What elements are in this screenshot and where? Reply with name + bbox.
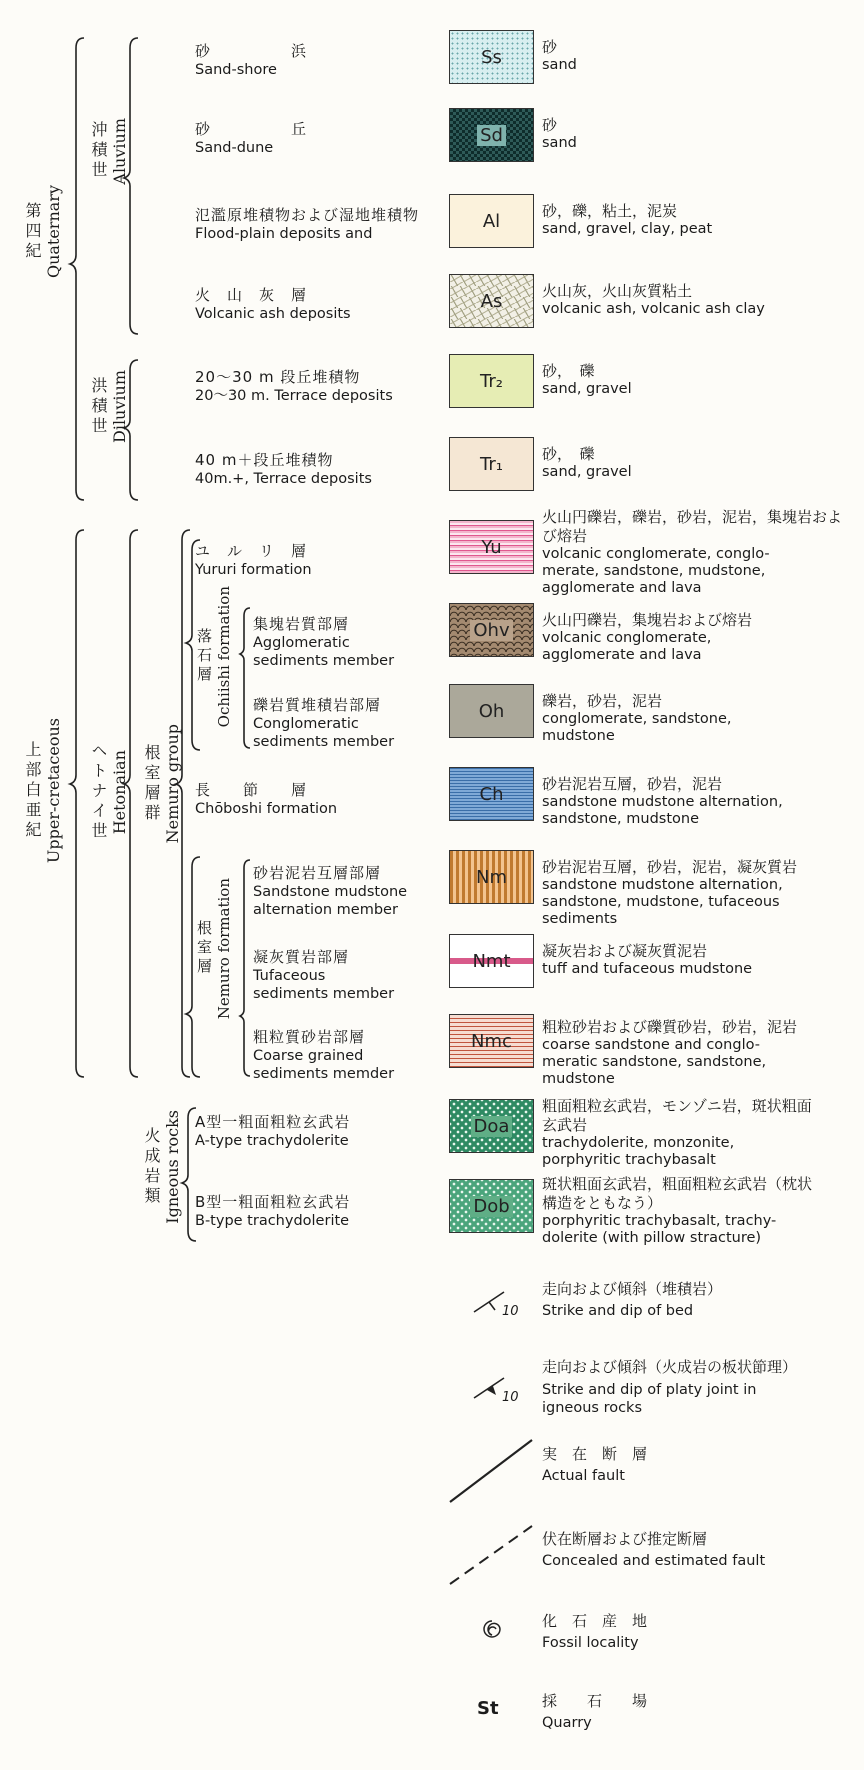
unit-name-ja: 砂岩泥岩互層部層 xyxy=(253,864,382,882)
unit-name-en: 40m.+, Terrace deposits xyxy=(195,471,372,487)
ochiishi-en: Ochiishi formation xyxy=(215,586,233,728)
unit-swatch xyxy=(449,30,534,84)
unit-description xyxy=(542,202,857,238)
concealed-fault-icon xyxy=(446,1520,536,1594)
unit-name-ja: 砂 浜 xyxy=(195,42,308,60)
nemuro-group-label xyxy=(143,724,181,843)
unit-name xyxy=(195,694,445,751)
unit-swatch xyxy=(449,1014,534,1068)
unit-desc-ja: 砂， 礫 xyxy=(542,362,595,380)
unit-swatch xyxy=(449,108,534,162)
unit-code: Al xyxy=(482,210,501,232)
unit-desc-ja: 砂岩泥岩互層，砂岩，泥岩 xyxy=(542,775,723,793)
unit-desc-en: sand, gravel, clay, peat xyxy=(542,221,713,237)
igneous-en: Igneous rocks xyxy=(163,1110,182,1224)
unit-desc-en: sand, gravel xyxy=(542,381,632,397)
unit-name xyxy=(195,118,445,157)
unit-code: Nmc xyxy=(471,1030,512,1052)
unit-desc-en: trachydolerite, monzonite, porphyritic trachybasalt xyxy=(542,1135,735,1168)
unit-swatch xyxy=(449,1099,534,1153)
unit-code: Ss xyxy=(481,46,502,68)
unit-description xyxy=(542,1018,857,1088)
igneous-label xyxy=(143,1110,181,1224)
nemuro-group-en: Nemuro group xyxy=(163,724,182,844)
unit-swatch xyxy=(449,194,534,248)
unit-swatch xyxy=(449,684,534,738)
unit-swatch xyxy=(449,850,534,904)
unit-name-en: Chōboshi formation xyxy=(195,801,338,817)
unit-name-en: Volcanic ash deposits xyxy=(195,306,351,322)
hetonaian-label xyxy=(90,742,128,842)
unit-desc-en: sandstone mudstone alternation, sandstone, mudstone xyxy=(542,794,783,827)
unit-name xyxy=(195,779,445,818)
unit-description xyxy=(542,116,857,152)
unit-name xyxy=(195,540,445,579)
unit-name-ja: 氾濫原堆積物および湿地堆積物 xyxy=(195,206,420,224)
unit-name xyxy=(195,1111,445,1150)
unit-desc-ja: 火山灰，火山灰質粘土 xyxy=(542,282,693,300)
unit-name-en: Coarse grained sediments memder xyxy=(253,1048,395,1082)
unit-code: Yu xyxy=(481,536,502,558)
alluvium-label xyxy=(90,118,128,185)
igneous-ja: 火成岩類 xyxy=(142,1126,161,1207)
unit-desc-ja: 火山円礫岩，集塊岩および熔岩 xyxy=(542,611,753,629)
unit-desc-en: volcanic conglomerate, agglomerate and lava xyxy=(542,630,712,663)
quarry-en: Quarry xyxy=(542,1715,592,1731)
unit-desc-ja: 粗面粗粒玄武岩，モンゾニ岩，斑状粗面 玄武岩 xyxy=(542,1097,812,1134)
unit-desc-ja: 斑状粗面玄武岩，粗面粗粒玄武岩（枕状 構造をともなう） xyxy=(542,1175,813,1212)
unit-name-ja: 40 m＋段丘堆積物 xyxy=(195,451,334,469)
unit-name-en: Yururi formation xyxy=(195,562,312,578)
unit-name-ja: 凝灰質岩部層 xyxy=(253,948,350,966)
unit-code: Nm xyxy=(476,866,507,888)
unit-swatch xyxy=(449,354,534,408)
unit-name xyxy=(195,204,445,243)
unit-name xyxy=(195,1191,445,1230)
unit-code: Tr₂ xyxy=(480,370,503,392)
unit-desc-en: volcanic conglomerate, conglo- merate, sandstone, mudstone, agglomerate and lava xyxy=(542,546,770,596)
unit-swatch xyxy=(449,274,534,328)
unit-desc-en: sand xyxy=(542,57,577,73)
unit-name-en: Sand-dune xyxy=(195,140,274,156)
fossil-icon xyxy=(481,1618,503,1644)
unit-desc-ja: 凝灰岩および凝灰質泥岩 xyxy=(542,942,708,960)
unit-description xyxy=(542,942,857,978)
legend-strike-dip-bed xyxy=(542,1278,722,1319)
unit-swatch xyxy=(449,1179,534,1233)
diluvium-label xyxy=(90,370,128,443)
unit-swatch xyxy=(449,934,534,988)
unit-name-en: Tufaceous sediments member xyxy=(253,968,395,1002)
fossil-ja: 化 石 産 地 xyxy=(542,1612,648,1630)
unit-description xyxy=(542,611,857,664)
quaternary-en: Quaternary xyxy=(44,185,63,279)
unit-name-en: A-type trachydolerite xyxy=(195,1133,349,1149)
unit-swatch xyxy=(449,603,534,657)
concealed-fault-ja: 伏在断層および推定断層 xyxy=(542,1530,708,1548)
dip-value: 10 xyxy=(502,1304,519,1319)
unit-description xyxy=(542,445,857,481)
unit-desc-en: coarse sandstone and conglo- meratic sandstone, sandstone, mudstone xyxy=(542,1037,767,1087)
diluvium-ja: 洪積世 xyxy=(89,376,108,437)
nemuro-formation-ja: 根室層 xyxy=(195,920,213,978)
unit-code: As xyxy=(480,290,503,312)
unit-name xyxy=(195,862,445,919)
diluvium-en: Diluvium xyxy=(110,370,129,443)
alluvium-ja: 沖積世 xyxy=(89,121,108,182)
unit-description xyxy=(542,1097,857,1169)
unit-name-en: B-type trachydolerite xyxy=(195,1213,350,1229)
unit-name xyxy=(195,366,445,405)
unit-description xyxy=(542,692,857,745)
legend-actual-fault xyxy=(542,1443,647,1484)
unit-desc-en: sand xyxy=(542,135,577,151)
hetonaian-en: Hetonaian xyxy=(110,749,129,835)
strike-dip-bed-en: Strike and dip of bed xyxy=(542,1303,694,1319)
unit-name xyxy=(195,613,445,670)
unit-description xyxy=(542,508,857,597)
unit-name xyxy=(195,40,445,79)
unit-name-ja: B型一粗面粗粒玄武岩 xyxy=(195,1193,351,1211)
unit-desc-en: porphyritic trachybasalt, trachy- dolerite (with pillow stracture) xyxy=(542,1213,777,1246)
unit-name-ja: 長 節 層 xyxy=(195,781,308,799)
unit-name xyxy=(195,449,445,488)
unit-description xyxy=(542,282,857,318)
dip-value: 10 xyxy=(502,1390,519,1405)
unit-swatch xyxy=(449,520,534,574)
quarry-ja: 採 石 場 xyxy=(542,1692,648,1710)
strike-dip-platy-icon xyxy=(470,1374,530,1414)
upper-cretaceous-en: Upper-cretaceous xyxy=(44,718,63,864)
unit-code: Ch xyxy=(479,783,504,805)
upper-cretaceous-ja: 上部白亜紀 xyxy=(23,740,42,841)
unit-name xyxy=(195,946,445,1003)
nemuro-group-ja: 根室層群 xyxy=(142,743,161,824)
unit-description xyxy=(542,858,857,928)
quaternary-label xyxy=(24,185,62,278)
unit-name-ja: 20～30 m 段丘堆積物 xyxy=(195,368,361,386)
legend-quarry xyxy=(542,1690,647,1731)
unit-name-ja: 砂 丘 xyxy=(195,120,308,138)
unit-code: Oh xyxy=(478,700,505,722)
alluvium-en: Aluvium xyxy=(110,118,129,185)
actual-fault-icon xyxy=(446,1436,536,1510)
unit-desc-ja: 礫岩，砂岩，泥岩 xyxy=(542,692,663,710)
unit-name-en: Sandstone mudstone alternation member xyxy=(253,884,408,918)
unit-name-ja: 火 山 灰 層 xyxy=(195,286,308,304)
unit-name-en: Agglomeratic sediments member xyxy=(253,635,395,669)
strike-dip-platy-en: Strike and dip of platy joint in igneous rocks xyxy=(542,1382,757,1416)
unit-name-en: 20～30 m. Terrace deposits xyxy=(195,388,393,404)
unit-desc-en: tuff and tufaceous mudstone xyxy=(542,961,753,977)
unit-desc-ja: 砂， 礫 xyxy=(542,445,595,463)
unit-swatch xyxy=(449,437,534,491)
unit-description xyxy=(542,1175,857,1247)
unit-code: Ohv xyxy=(470,620,512,641)
unit-desc-en: sandstone mudstone alternation, sandstone, mudstone, tufaceous sediments xyxy=(542,877,783,927)
unit-description xyxy=(542,38,857,74)
unit-name xyxy=(195,1026,445,1083)
strike-dip-bed-icon xyxy=(470,1288,530,1328)
unit-description xyxy=(542,362,857,398)
unit-code: Doa xyxy=(471,1116,513,1137)
unit-name xyxy=(195,284,445,323)
unit-code: Tr₁ xyxy=(480,453,503,475)
unit-name-ja: 集塊岩質部層 xyxy=(253,615,350,633)
unit-desc-ja: 火山円礫岩，礫岩，砂岩，泥岩，集塊岩およ び熔岩 xyxy=(542,508,843,545)
unit-desc-ja: 砂岩泥岩互層，砂岩，泥岩，凝灰質岩 xyxy=(542,858,798,876)
actual-fault-ja: 実 在 断 層 xyxy=(542,1445,648,1463)
unit-name-ja: 礫岩質堆積岩部層 xyxy=(253,696,382,714)
legend-concealed-fault xyxy=(542,1528,765,1569)
legend-fossil xyxy=(542,1610,647,1651)
unit-name-ja: 粗粒質砂岩部層 xyxy=(253,1028,366,1046)
strike-dip-platy-ja: 走向および傾斜（火成岩の板状節理） xyxy=(542,1358,798,1376)
unit-desc-ja: 粗粒砂岩および礫質砂岩，砂岩，泥岩 xyxy=(542,1018,798,1036)
ochiishi-ja: 落石層 xyxy=(195,628,213,686)
unit-name-ja: A型一粗面粗粒玄武岩 xyxy=(195,1113,351,1131)
unit-desc-ja: 砂，礫，粘土，泥炭 xyxy=(542,202,678,220)
hetonaian-ja: ヘトナイ世 xyxy=(89,742,108,842)
concealed-fault-en: Concealed and estimated fault xyxy=(542,1553,766,1569)
unit-code: Sd xyxy=(477,125,506,146)
unit-name-ja: ユ ル リ 層 xyxy=(195,542,308,560)
nemuro-formation-en: Nemuro formation xyxy=(215,878,233,1020)
unit-code: Dob xyxy=(470,1196,512,1217)
actual-fault-en: Actual fault xyxy=(542,1468,625,1484)
unit-desc-ja: 砂 xyxy=(542,38,558,56)
fossil-en: Fossil locality xyxy=(542,1635,639,1651)
unit-desc-en: conglomerate, sandstone, mudstone xyxy=(542,711,732,744)
upper-cretaceous-label xyxy=(24,718,62,863)
unit-desc-en: volcanic ash, volcanic ash clay xyxy=(542,301,765,317)
unit-description xyxy=(542,775,857,828)
quarry-icon: St xyxy=(477,1698,499,1719)
unit-swatch xyxy=(449,767,534,821)
quaternary-ja: 第四紀 xyxy=(23,201,42,262)
unit-code: Nmt xyxy=(472,950,511,972)
strike-dip-bed-ja: 走向および傾斜（堆積岩） xyxy=(542,1280,723,1298)
unit-name-en: Sand-shore xyxy=(195,62,277,78)
unit-desc-ja: 砂 xyxy=(542,116,558,134)
unit-name-en: Flood-plain deposits and xyxy=(195,226,373,242)
legend-strike-dip-platy xyxy=(542,1356,797,1417)
unit-desc-en: sand, gravel xyxy=(542,464,632,480)
unit-name-en: Conglomeratic sediments member xyxy=(253,716,395,750)
